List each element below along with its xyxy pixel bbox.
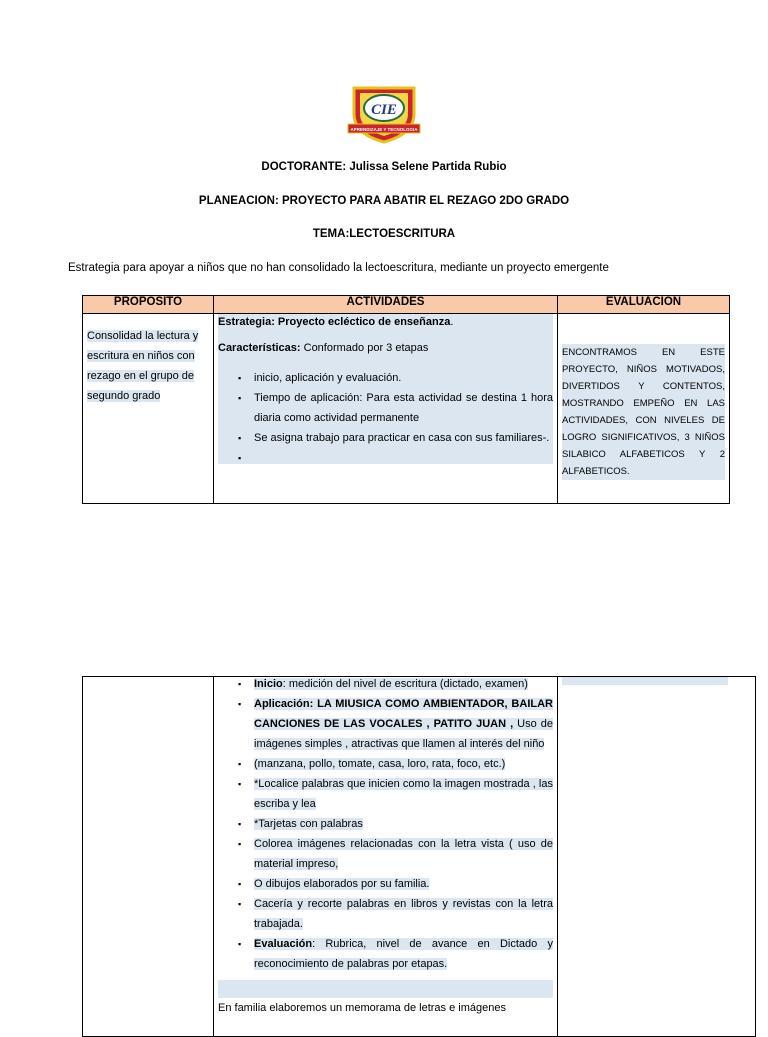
planning-table-continued <box>82 676 756 1037</box>
list-item: ▪ O dibujos elaborados por su familia. <box>254 874 553 894</box>
planning-table <box>82 295 730 504</box>
list-item: ▪ Inicio: medición del nivel de escritura (dictado, examen) <box>254 674 553 694</box>
proposito-cell <box>83 314 214 504</box>
evaluacion-cell-continued <box>558 677 756 1037</box>
actividades-cell-continued <box>214 677 558 1037</box>
intro-text: Estrategia para apoyar a niños que no han consolidado la lectoescritura, mediante un proyecto emergente <box>68 262 609 274</box>
svg-text:CIE: CIE <box>371 102 397 118</box>
doctorante-line: DOCTORANTE: Julissa Selene Partida Rubio <box>261 161 507 173</box>
inicio-label: Inicio <box>254 678 283 690</box>
actividades-cell: Estrategia: Proyecto ecléctico de enseñanza. Características: Conformado por 3 etapas ▪ inicio, aplicación y evaluación. ▪ Tiempo de aplicación: Para esta actividad se destina 1 hora diaria como actividad permanente ▪ Se asigna trabajo para practicar en casa con sus familiares-. ▪ <box>214 314 558 504</box>
familia-text: En familia elaboremos un memorama de letras e imágenes <box>218 1002 506 1014</box>
caracteristicas-text: Conformado por 3 etapas <box>300 342 429 354</box>
list-item: ▪ inicio, aplicación y evaluación. <box>254 368 553 388</box>
list-item: ▪ Se asigna trabajo para practicar en casa con sus familiares-. <box>254 428 553 448</box>
list-item <box>254 448 553 464</box>
list-item: ▪ (manzana, pollo, tomate, casa, loro, rata, foco, etc.) <box>254 754 553 774</box>
evaluacion-label: Evaluación <box>254 938 313 950</box>
svg-text:APRENDIZAJE Y TECNOLOGIA: APRENDIZAJE Y TECNOLOGIA <box>350 127 418 132</box>
header-proposito: PROPOSITO <box>83 296 214 314</box>
list-item: ▪ Evaluación: Rubrica, nivel de avance en Dictado y reconocimiento de palabras por etapas. <box>254 934 553 974</box>
list-item: ▪ *Localice palabras que inicien como la imagen mostrada , las escriba y lea <box>254 774 553 814</box>
header-actividades: ACTIVIDADES <box>214 296 558 314</box>
tema-line: TEMA:LECTOESCRITURA <box>312 228 456 240</box>
proposito-cell-continued <box>83 677 214 1037</box>
list-item: ▪ Aplicación: LA MIUSICA COMO AMBIENTADOR, BAILAR CANCIONES DE LAS VOCALES , PATITO JUAN , Uso de imágenes simples , atractivas que llamen al interés del niño <box>254 694 553 754</box>
aplicacion-label: Aplicación: LA MIUSICA COMO AMBIENTADOR, BAILAR CANCIONES DE LAS VOCALES , PATITO JUAN , <box>254 698 553 730</box>
planeacion-line: PLANEACION: PROYECTO PARA ABATIR EL REZAGO 2DO GRADO <box>198 195 570 207</box>
list-item: ▪ Colorea imágenes relacionadas con la letra vista ( uso de material impreso, <box>254 834 553 874</box>
cie-logo <box>346 80 422 144</box>
caracteristicas-label: Características: <box>218 342 301 354</box>
list-item: ▪ Cacería y recorte palabras en libros y revistas con la letra trabajada. <box>254 894 553 934</box>
list-item: ▪ *Tarjetas con palabras <box>254 814 553 834</box>
header-evaluacion: EVALUACION <box>558 296 730 314</box>
estrategia-label: Estrategia: Proyecto ecléctico de enseñanza <box>218 316 451 328</box>
list-item: ▪ Tiempo de aplicación: Para esta actividad se destina 1 hora diaria como actividad permanente <box>254 388 553 428</box>
evaluacion-text: ENCONTRAMOS EN ESTE PROYECTO, NIÑOS MOTIVADOS, DIVERTIDOS Y CONTENTOS, MOSTRANDO EMPEÑO EN LAS ACTIVIDADES, CON NIVELES DE LOGRO SIGNIFICATIVOS, 3 NIÑOS SILABICO ALFABETICOS Y 2 ALFABETICOS. <box>562 344 725 480</box>
proposito-text: Consolidad la lectura y escritura en niños con rezago en el grupo de segundo grado <box>87 330 199 402</box>
evaluacion-cell <box>558 314 730 504</box>
